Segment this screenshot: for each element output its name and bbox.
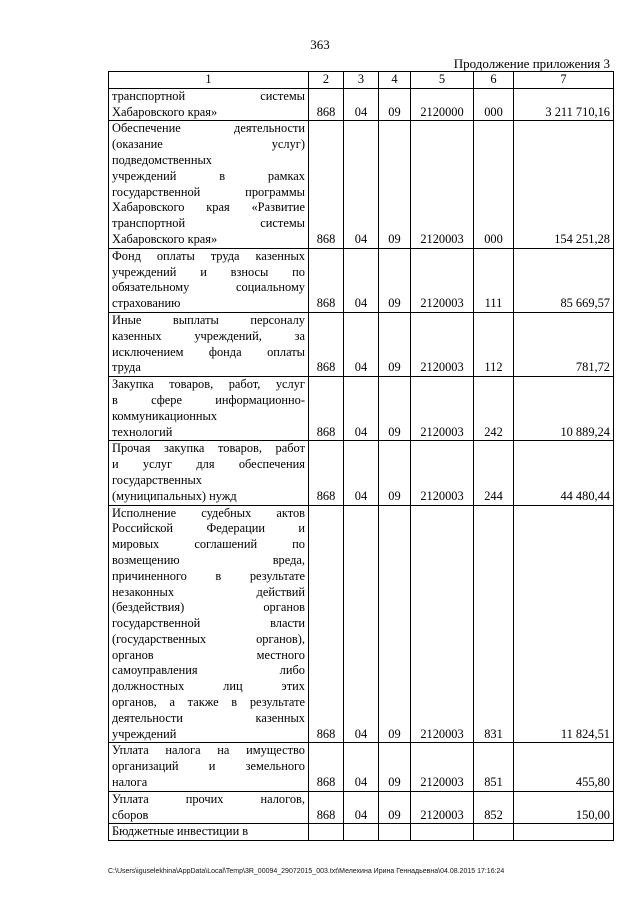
continuation-note: Продолжение приложения 3 [453,56,610,71]
description-line: казенных учреждений, за [112,328,305,343]
column-header-6: 6 [474,72,514,89]
subsection-code: 09 [379,121,411,248]
target-article-code: 2120003 [411,743,474,791]
description-line: государственных [112,472,203,487]
admin-code: 868 [309,88,344,121]
table-row [109,441,614,505]
expense-type-code: 000 [474,121,514,248]
subsection-code: 09 [379,441,411,505]
description-line: органов, а также в результате [112,695,305,710]
subsection-code: 09 [379,505,411,743]
row-description [109,441,309,505]
page-number: 363 [310,37,330,52]
expense-type-code: 112 [474,312,514,376]
expense-type-code: 244 [474,441,514,505]
description-line: подведомственных [112,152,212,167]
table-row [109,377,614,441]
expense-type-code [474,824,514,841]
description-line: труда [112,360,141,375]
row-description [109,121,309,248]
amount: 781,72 [514,312,614,376]
row-description [109,312,309,376]
description-line: учреждений в рамках [112,168,305,183]
target-article-code: 2120003 [411,505,474,743]
amount: 44 480,44 [514,441,614,505]
description-line: Прочая закупка товаров, работ [112,441,305,456]
description-line: Закупка товаров, работ, услуг [112,377,305,392]
description-line: самоуправления либо [112,663,305,678]
description-line: (оказание услуг) [112,137,305,152]
table-row [109,88,614,121]
section-code: 04 [344,248,379,312]
table-row [109,312,614,376]
description-line: организаций и земельного [112,759,305,774]
description-line: транспортной системы [112,88,305,103]
amount: 455,80 [514,743,614,791]
description-line: мировых соглашений по [112,537,305,552]
admin-code: 868 [309,377,344,441]
description-line: страхованию [112,296,181,311]
target-article-code: 2120003 [411,248,474,312]
column-header-7: 7 [514,72,614,89]
section-code: 04 [344,791,379,824]
column-header-1: 1 [109,72,309,89]
admin-code: 868 [309,312,344,376]
admin-code: 868 [309,743,344,791]
row-description [109,88,309,121]
subsection-code [379,824,411,841]
description-line: Хабаровского края» [112,231,218,246]
admin-code: 868 [309,121,344,248]
target-article-code: 2120000 [411,88,474,121]
description-line: должностных лиц этих [112,679,305,694]
target-article-code: 2120003 [411,791,474,824]
table-row [109,505,614,743]
amount: 3 211 710,16 [514,88,614,121]
expense-type-code: 852 [474,791,514,824]
expense-type-code: 111 [474,248,514,312]
description-line: учреждений [112,726,177,741]
subsection-code: 09 [379,791,411,824]
expense-type-code: 242 [474,377,514,441]
admin-code: 868 [309,505,344,743]
description-line: и услуг для обеспечения [112,457,305,472]
description-line: транспортной системы [112,216,305,231]
section-code: 04 [344,377,379,441]
description-line: учреждений и взносы по [112,264,305,279]
row-description [109,248,309,312]
description-line: деятельности казенных [112,710,305,725]
description-line: коммуникационных [112,408,218,423]
description-line: Уплата прочих налогов, [112,791,305,806]
amount: 85 669,57 [514,248,614,312]
subsection-code: 09 [379,377,411,441]
description-line: Хабаровского края «Развитие [112,200,305,215]
subsection-code: 09 [379,88,411,121]
section-code: 04 [344,88,379,121]
table-row [109,121,614,248]
expense-type-code: 851 [474,743,514,791]
table-body [109,88,614,840]
section-code: 04 [344,505,379,743]
section-code: 04 [344,312,379,376]
subsection-code: 09 [379,743,411,791]
subsection-code: 09 [379,248,411,312]
description-line: в сфере информационно- [112,392,305,407]
description-line: технологий [112,424,173,439]
table-row [109,791,614,824]
description-line: Уплата налога на имущество [112,743,305,758]
description-line: Обеспечение деятельности [112,121,305,136]
target-article-code: 2120003 [411,441,474,505]
admin-code: 868 [309,791,344,824]
description-line: (муниципальных) нужд [112,488,237,503]
row-description [109,824,309,841]
target-article-code: 2120003 [411,312,474,376]
amount: 10 889,24 [514,377,614,441]
table-row [109,824,614,841]
section-code: 04 [344,121,379,248]
amount: 150,00 [514,791,614,824]
description-line: государственной власти [112,616,305,631]
column-header-4: 4 [379,72,411,89]
description-line: государственной программы [112,184,305,199]
description-line: незаконных действий [112,584,305,599]
description-line: Российской Федерации и [112,521,305,536]
admin-code: 868 [309,248,344,312]
subsection-code: 09 [379,312,411,376]
amount: 11 824,51 [514,505,614,743]
column-header-2: 2 [309,72,344,89]
target-article-code [411,824,474,841]
description-line: причиненного в результате [112,568,305,583]
budget-table [108,71,614,841]
row-description [109,791,309,824]
description-line: Бюджетные инвестиции в [112,824,249,839]
section-code: 04 [344,743,379,791]
column-header-3: 3 [344,72,379,89]
admin-code [309,824,344,841]
footer-file-path: C:\Users\iguselekhina\AppData\Local\Temp\3R_00094_29072015_003.txt\Мелехина Ирина Геннадьевна\04.08.2015 17:16:24 [108,868,505,875]
column-header-5: 5 [411,72,474,89]
admin-code: 868 [309,441,344,505]
row-description [109,743,309,791]
table-row [109,743,614,791]
description-line: налога [112,775,148,790]
description-line: исключением фонда оплаты [112,344,305,359]
section-code [344,824,379,841]
description-line: сборов [112,807,149,822]
amount [514,824,614,841]
table-header-row [109,72,614,89]
row-description [109,377,309,441]
description-line: (бездействия) органов [112,600,305,615]
row-description [109,505,309,743]
section-code: 04 [344,441,379,505]
expense-type-code: 831 [474,505,514,743]
description-line: Фонд оплаты труда казенных [112,248,305,263]
description-line: Хабаровского края» [112,104,218,119]
target-article-code: 2120003 [411,121,474,248]
amount: 154 251,28 [514,121,614,248]
table-row [109,248,614,312]
description-line: возмещению вреда, [112,552,305,567]
description-line: органов местного [112,647,305,662]
target-article-code: 2120003 [411,377,474,441]
description-line: обязательному социальному [112,280,305,295]
expense-type-code: 000 [474,88,514,121]
description-line: (государственных органов), [112,631,305,646]
description-line: Исполнение судебных актов [112,505,305,520]
description-line: Иные выплаты персоналу [112,312,305,327]
